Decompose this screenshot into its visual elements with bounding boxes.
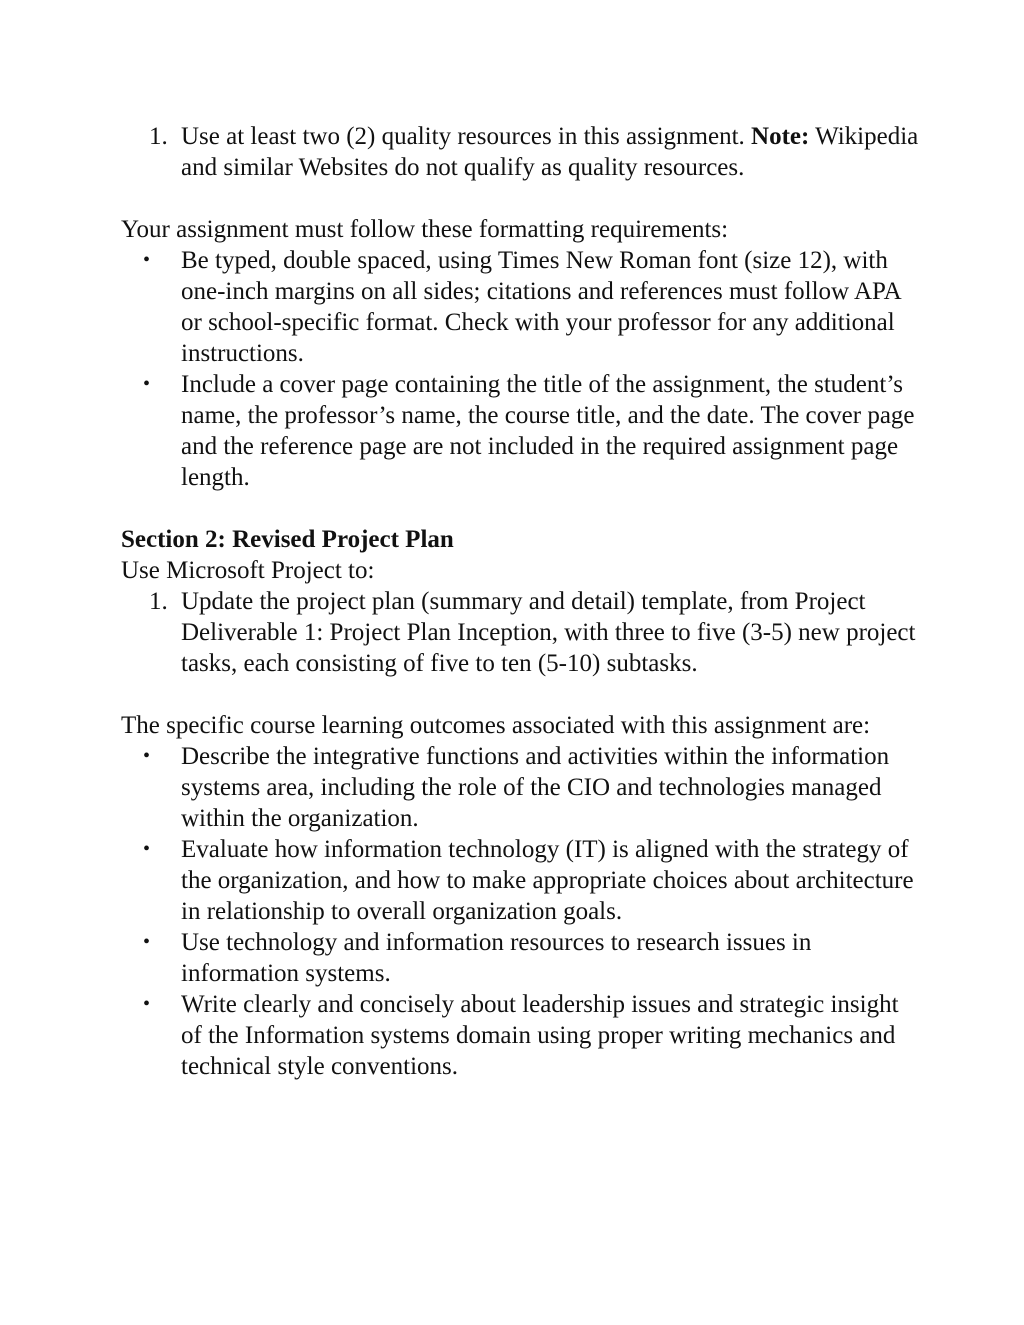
spacer — [121, 183, 921, 214]
item-text-continued: Wikipedia and similar Websites do not qualify as quality resources. — [181, 123, 919, 181]
document-page — [121, 121, 921, 1082]
bullet-text: Be typed, double spaced, using Times New Roman font (size 12), with one-inch margins on all sides; citations and references must follow APA or school-specific format. Check with your professor for any additional instructions. — [181, 247, 901, 367]
bullet-item — [121, 369, 921, 493]
item-text: Update the project plan (summary and detail) template, from Project Deliverable 1: Project Plan Inception, with three to five (3-5) new project tasks, each consisting of five to ten (5-10) subtasks. — [181, 588, 916, 677]
item-number: 1. — [149, 588, 168, 615]
bullet-item — [121, 741, 921, 834]
bullet-text: Use technology and information resources to research issues in information systems. — [181, 929, 812, 987]
item-number: 1. — [149, 123, 168, 150]
bullet-item — [121, 245, 921, 369]
note-label: Note: — [751, 123, 810, 150]
spacer — [121, 493, 921, 524]
section-intro: Use Microsoft Project to: — [121, 557, 375, 584]
numbered-item — [121, 586, 921, 679]
bullet-item — [121, 927, 921, 989]
bullet-item — [121, 989, 921, 1082]
formatting-intro: Your assignment must follow these formatting requirements: — [121, 216, 729, 243]
bullet-icon: • — [143, 745, 151, 767]
bullet-item — [121, 834, 921, 927]
bullet-icon: • — [143, 993, 151, 1015]
section-heading: Section 2: Revised Project Plan — [121, 526, 454, 553]
bullet-icon: • — [143, 373, 151, 395]
bullet-text: Evaluate how information technology (IT) is aligned with the strategy of the organization, and how to make appropriate choices about architecture in relationship to overall organization goals. — [181, 836, 914, 925]
bullet-text: Write clearly and concisely about leadership issues and strategic insight of the Information systems domain using proper writing mechanics and technical style conventions. — [181, 991, 899, 1080]
spacer — [121, 679, 921, 710]
numbered-item — [121, 121, 921, 183]
bullet-icon: • — [143, 249, 151, 271]
item-text: Use at least two (2) quality resources in this assignment. — [181, 123, 752, 150]
bullet-text: Include a cover page containing the title of the assignment, the student’s name, the professor’s name, the course title, and the date. The cover page and the reference page are not included in the required assignment page length. — [181, 371, 915, 491]
outcomes-intro: The specific course learning outcomes associated with this assignment are: — [121, 712, 871, 739]
bullet-icon: • — [143, 838, 151, 860]
bullet-icon: • — [143, 931, 151, 953]
bullet-text: Describe the integrative functions and activities within the information systems area, including the role of the CIO and technologies managed within the organization. — [181, 743, 890, 832]
